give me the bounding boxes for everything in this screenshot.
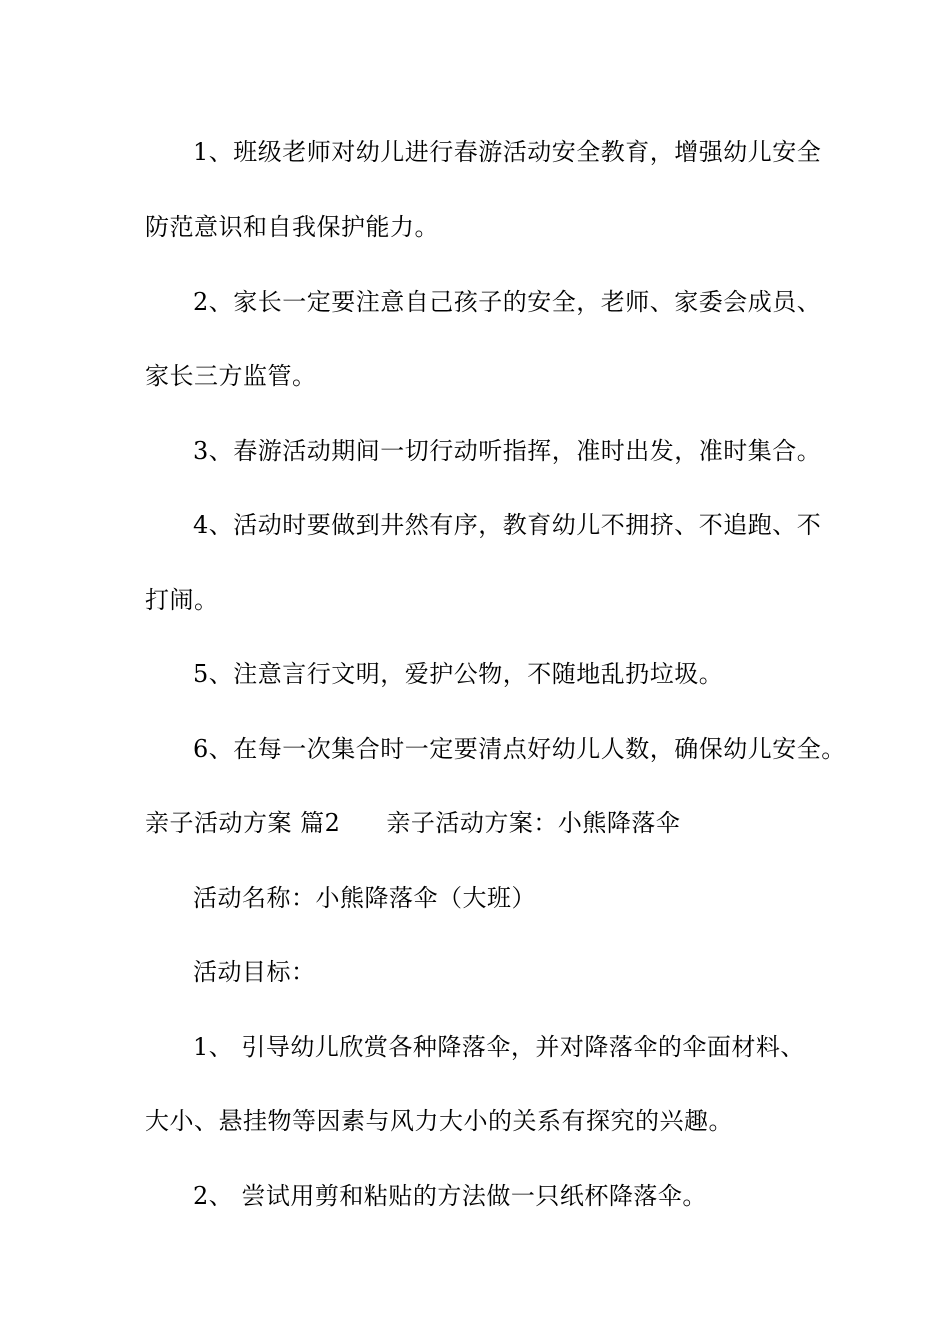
section-heading-title: 亲子活动方案：小熊降落伞: [386, 809, 681, 837]
paragraph-line: 4、活动时要做到井然有序，教育幼儿不拥挤、不追跑、不: [193, 511, 822, 539]
activity-goals-label: 活动目标：: [193, 958, 316, 986]
goal-line: 2、 尝试用剪和粘贴的方法做一只纸杯降落伞。: [193, 1182, 707, 1210]
paragraph-line: 6、在每一次集合时一定要清点好幼儿人数，确保幼儿安全。: [193, 735, 846, 763]
goal-line: 大小、悬挂物等因素与风力大小的关系有探究的兴趣。: [145, 1107, 733, 1135]
section-heading-label: 亲子活动方案 篇2: [145, 809, 341, 837]
activity-name: 活动名称：小熊降落伞（大班）: [193, 884, 536, 912]
paragraph-line: 防范意识和自我保护能力。: [145, 213, 439, 241]
section-heading: [145, 806, 835, 840]
goal-line: 1、 引导幼儿欣赏各种降落伞，并对降落伞的伞面材料、: [193, 1033, 805, 1061]
paragraph-line: 2、家长一定要注意自己孩子的安全，老师、家委会成员、: [193, 288, 822, 316]
paragraph-line: 5、注意言行文明，爱护公物，不随地乱扔垃圾。: [193, 660, 724, 688]
paragraph-line: 3、春游活动期间一切行动听指挥，准时出发，准时集合。: [193, 437, 822, 465]
paragraph-line: 打闹。: [145, 586, 219, 614]
paragraph-line: 1、班级老师对幼儿进行春游活动安全教育，增强幼儿安全: [193, 138, 822, 166]
paragraph-line: 家长三方监管。: [145, 362, 317, 390]
